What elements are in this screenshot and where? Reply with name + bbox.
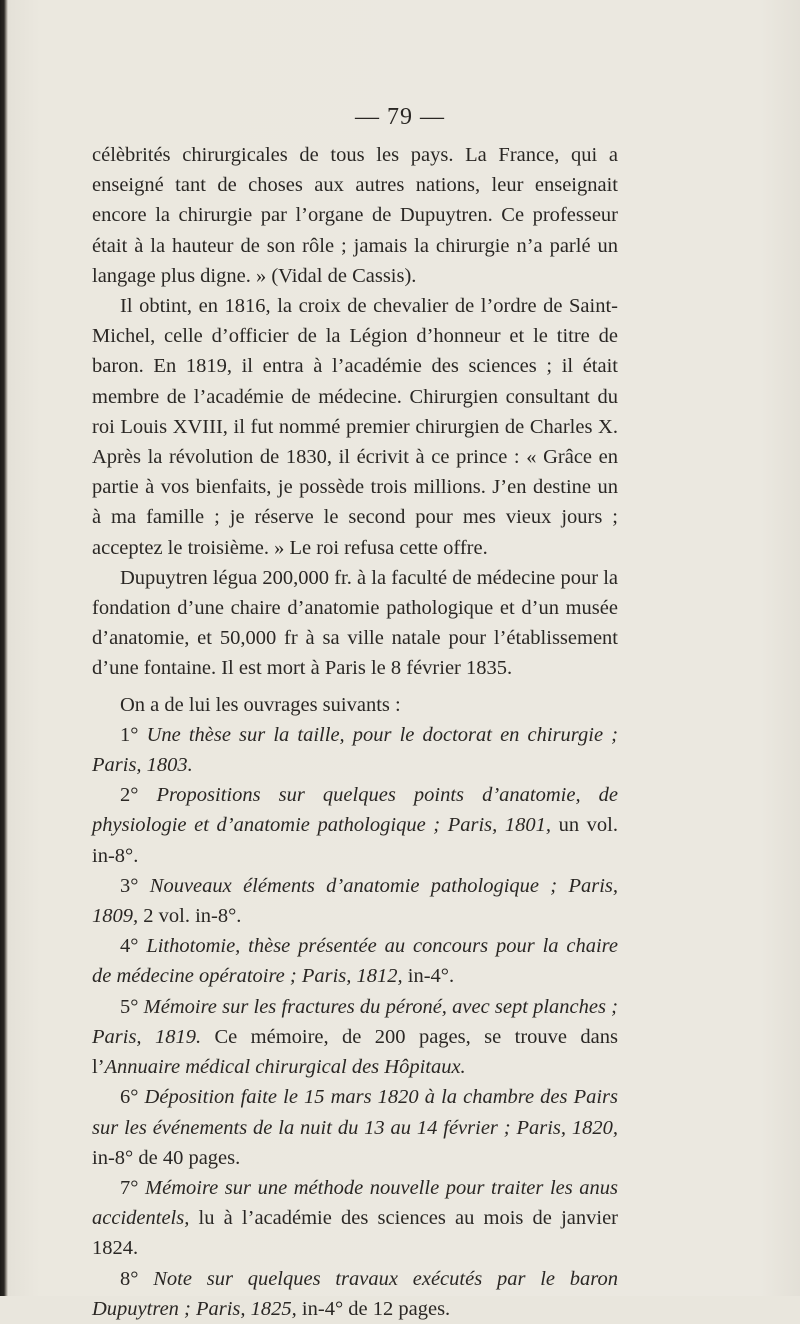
text-segment: Il obtint, en 1816, la croix de chevalier de l’ordre de Saint-Michel, celle d’officier de la Légion d’honneur et le titre de baron. En 1819, il entra à l’académie des sciences ; il était membre de l’académie de médecine. Chirurgien consultant du roi Louis XVIII, il fut nommé premier chirurgien de Charles X. Après la révolution de 1830, il écrivit à ce prince : « Grâce en partie à vos bienfaits, je possède trois millions. J’en destine un à ma famille ; je réserve le second pour mes vieux jours ; acceptez le troisième. » Le roi refusa cette offre. [92,295,618,559]
work-details: lu à l’académie des sciences au mois de janvier 1824. [92,1207,618,1260]
text-segment: Dupuytren légua 200,000 fr. à la faculté de médecine pour la fondation d’une chaire d’anatomie pathologique et d’un musée d’anatomie, et 50,000 fr à sa ville natale pour l’établissement d’une fontaine. Il est mort à Paris le 8 février 1835. [92,566,618,680]
work-source: Annuaire médical chirurgical des Hôpitaux. [104,1056,466,1079]
work-title: Nouveaux éléments d’anatomie pathologique ; Paris, 1809, [92,874,619,928]
item-number: 4° [120,935,147,958]
bibliography-item [92,871,618,931]
bibliography-item [92,992,618,1083]
work-title: Note sur quelques travaux exécutés par le baron Dupuytren ; Paris, 1825, [92,1267,618,1320]
work-details: Ce mémoire, de 200 pages, se trouve dans l’ [92,1025,618,1079]
work-title: Une thèse sur la taille, pour le doctorat en chirurgie ; Paris, 1803. [92,723,618,777]
work-details: in-8° de 40 pages. [92,1146,241,1169]
work-details: 2 vol. in-8°. [138,905,242,928]
paragraph [92,690,618,720]
text-segment: On a de lui les ouvrages suivants : [120,693,401,716]
work-title: Mémoire sur une méthode nouvelle pour traiter les anus accidentels, [92,1176,618,1230]
item-number: 6° [120,1086,145,1109]
bibliography-item [92,1173,618,1264]
bibliography-item [92,720,618,780]
paragraph [92,291,618,563]
page-number: — 79 — [355,104,445,130]
bibliography-item [92,931,618,991]
page-binding-edge [0,0,8,1296]
work-details: un vol. in-8°. [92,814,618,867]
bibliography-item [92,1264,618,1324]
item-number: 1° [120,723,147,746]
work-details: in-4° de 12 pages. [296,1297,451,1320]
work-title: Propositions sur quelques points d’anatomie, de physiologie et d’anatomie pathologique ; Paris, 1801, [92,784,618,837]
body-text [92,140,618,1324]
work-details: in-4°. [402,965,455,988]
item-number: 7° [120,1176,146,1199]
item-number: 8° [120,1267,154,1290]
bibliography-item [92,780,618,871]
work-title: Mémoire sur les fractures du péroné, avec sept planches ; Paris, 1819. [92,995,618,1048]
work-title: Déposition faite le 15 mars 1820 à la chambre des Pairs sur les événements de la nuit du 13 au 14 février ; Paris, 1820, [92,1086,619,1139]
bibliography-item [92,1082,618,1173]
work-title: Lithotomie, thèse présentée au concours pour la chaire de médecine opératoire ; Paris, 1812, [92,935,618,988]
paragraph [92,563,618,684]
item-number: 3° [120,874,150,897]
item-number: 5° [120,995,144,1018]
item-number: 2° [120,784,157,807]
paragraph [92,140,618,291]
text-segment: célèbrités chirurgicales de tous les pays. La France, qui a enseigné tant de choses aux autres nations, leur enseignait encore la chirurgie par l’organe de Dupuytren. Ce professeur était à la hauteur de son rôle ; jamais la chirurgie n’a parlé un langage plus digne. » (Vidal de Cassis). [92,144,618,287]
